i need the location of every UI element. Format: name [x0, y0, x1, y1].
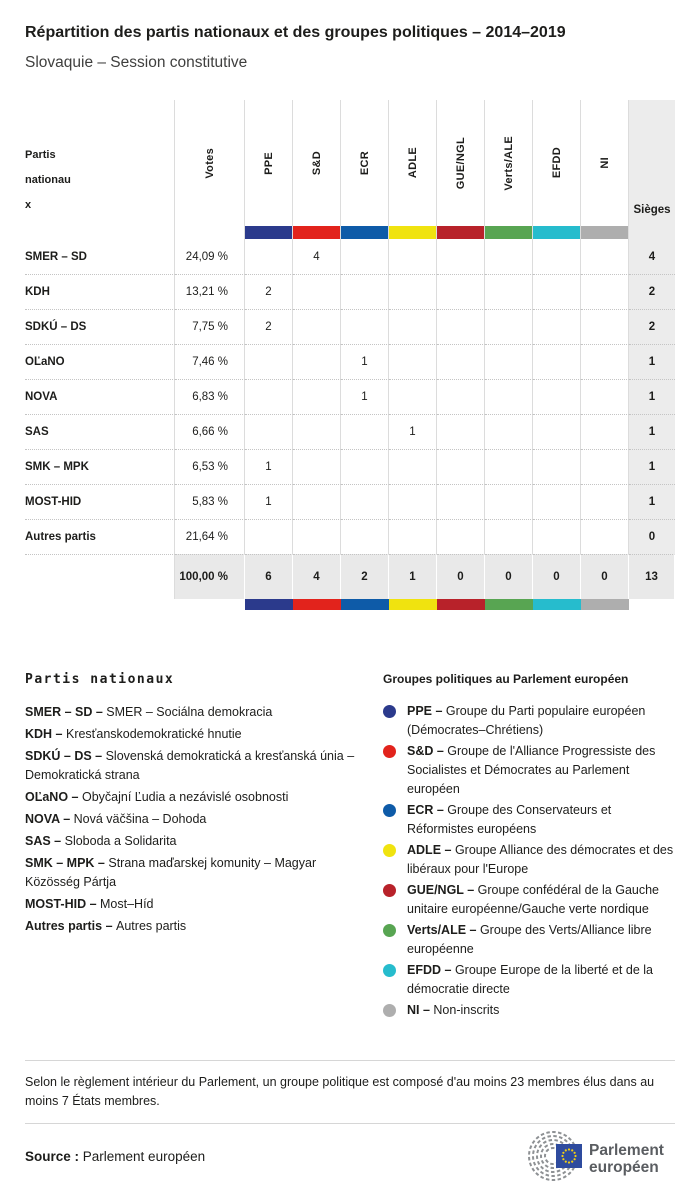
group-seat-cell [389, 379, 437, 414]
group-seat-cell [245, 344, 293, 379]
total-row-spacer [25, 554, 175, 599]
total-seats-cell: 0 [629, 519, 675, 554]
group-seat-cell [293, 484, 341, 519]
group-seat-cell [245, 519, 293, 554]
legend-item: SMK – MPK – Strana maďarskej komunity – Magyar Közösség Pártja [25, 856, 317, 889]
votes-cell: 5,83 % [175, 484, 245, 519]
group-color-dot [383, 924, 396, 937]
party-header-line: Partis [25, 149, 56, 161]
group-color-dot [383, 884, 396, 897]
group-seat-cell [581, 344, 629, 379]
group-seat-cell [293, 519, 341, 554]
party-name-cell: SDKÚ – DS [25, 309, 175, 344]
group-seat-cell [245, 379, 293, 414]
group-seat-cell [341, 449, 389, 484]
votes-cell: 6,66 % [175, 414, 245, 449]
group-seat-cell [533, 414, 581, 449]
party-name-cell: MOST-HID [25, 484, 175, 519]
total-group-cell: 4 [293, 554, 341, 599]
total-seats-cell: 1 [629, 344, 675, 379]
group-seat-cell [437, 379, 485, 414]
group-color-bar-ppe [245, 599, 293, 610]
group-column-header-guengl: GUE/NGL [437, 100, 485, 226]
party-name-cell: SMER – SD [25, 239, 175, 274]
group-seat-cell [437, 484, 485, 519]
legend-item: S&D – Groupe de l'Alliance Progressiste des Socialistes et Démocrates au Parlement européen [383, 742, 675, 799]
group-seat-cell [437, 344, 485, 379]
group-seat-cell [293, 274, 341, 309]
bar-spacer [629, 599, 675, 610]
group-seat-cell [341, 484, 389, 519]
group-color-bar-adle [389, 226, 437, 239]
grand-total-seats-cell: 13 [629, 554, 675, 599]
group-seat-cell [437, 414, 485, 449]
group-seat-cell [485, 274, 533, 309]
legend-item: SMER – SD – SMER – Sociálna demokracia [25, 705, 273, 719]
parlement-europeen-logo [523, 1130, 675, 1182]
group-seat-cell [293, 379, 341, 414]
total-group-cell: 2 [341, 554, 389, 599]
national-parties-legend-heading: Partis nationaux [25, 672, 175, 687]
bar-spacer [175, 226, 245, 239]
group-seat-cell [437, 449, 485, 484]
party-column-header [25, 100, 175, 226]
group-seat-cell [437, 309, 485, 344]
group-seat-cell [389, 344, 437, 379]
legend-item: SAS – Sloboda a Solidarita [25, 834, 177, 848]
group-seat-cell [437, 519, 485, 554]
bar-spacer-seats [629, 226, 675, 239]
group-seat-cell [293, 414, 341, 449]
group-color-bar-guengl [437, 599, 485, 610]
group-seat-cell [533, 379, 581, 414]
group-seat-cell [485, 309, 533, 344]
legend-item: OĽaNO – Obyčajní Ľudia a nezávislé osobnosti [25, 790, 289, 804]
votes-cell: 6,53 % [175, 449, 245, 484]
group-column-header-sd: S&D [293, 100, 341, 226]
group-seat-cell [293, 449, 341, 484]
party-header-line: nationau [25, 174, 71, 186]
group-seat-cell [341, 414, 389, 449]
group-seat-cell: 1 [389, 414, 437, 449]
total-votes-cell: 100,00 % [175, 554, 245, 599]
group-seat-cell [485, 379, 533, 414]
infographic-page [0, 24, 700, 1182]
seats-table [25, 100, 675, 610]
group-color-dot [383, 964, 396, 977]
group-column-header-efdd: EFDD [533, 100, 581, 226]
votes-cell: 7,46 % [175, 344, 245, 379]
group-seat-cell: 4 [293, 239, 341, 274]
legend-item: ADLE – Groupe Alliance des démocrates et des libéraux pour l'Europe [383, 841, 675, 879]
group-seat-cell [389, 274, 437, 309]
total-group-cell: 0 [533, 554, 581, 599]
group-seat-cell [581, 519, 629, 554]
group-color-dot [383, 1004, 396, 1017]
legend-item: ECR – Groupe des Conservateurs et Réformistes européens [383, 801, 675, 839]
group-seat-cell [485, 344, 533, 379]
votes-column-header: Votes [175, 100, 245, 226]
legend-item: Autres partis – Autres partis [25, 919, 187, 933]
group-color-bar-vertsale [485, 599, 533, 610]
group-seat-cell [533, 239, 581, 274]
group-color-bar-ppe [245, 226, 293, 239]
group-color-bar-adle [389, 599, 437, 610]
total-group-cell: 1 [389, 554, 437, 599]
group-seat-cell: 1 [341, 379, 389, 414]
group-color-bar-ni [581, 599, 629, 610]
bar-spacer [25, 226, 175, 239]
group-seat-cell [485, 484, 533, 519]
group-seat-cell [533, 519, 581, 554]
party-name-cell: OĽaNO [25, 344, 175, 379]
total-seats-cell: 2 [629, 309, 675, 344]
votes-cell: 21,64 % [175, 519, 245, 554]
legend-item: NI – Non-inscrits [383, 1001, 675, 1020]
divider [25, 1060, 675, 1061]
page-subtitle: Slovaquie – Session constitutive [25, 54, 248, 71]
group-column-header-ecr: ECR [341, 100, 389, 226]
group-seat-cell [341, 519, 389, 554]
group-color-bar-efdd [533, 599, 581, 610]
group-column-header-adle: ADLE [389, 100, 437, 226]
group-seat-cell [581, 379, 629, 414]
group-seat-cell [533, 449, 581, 484]
legend-item: PPE – Groupe du Parti populaire européen (Démocrates–Chrétiens) [383, 702, 675, 740]
group-seat-cell [581, 449, 629, 484]
legend-item: KDH – Kresťanskodemokratické hnutie [25, 727, 242, 741]
legend-item: MOST-HID – Most–Híd [25, 897, 154, 911]
group-seat-cell [389, 484, 437, 519]
group-color-dot [383, 844, 396, 857]
source-line [25, 1149, 205, 1164]
group-color-dot [383, 804, 396, 817]
group-seat-cell [581, 309, 629, 344]
total-group-cell: 0 [485, 554, 533, 599]
legends [25, 672, 675, 1022]
group-seat-cell [485, 239, 533, 274]
group-seat-cell [389, 309, 437, 344]
party-name-cell: SAS [25, 414, 175, 449]
group-seat-cell [533, 344, 581, 379]
group-seat-cell [581, 484, 629, 519]
party-name-cell: NOVA [25, 379, 175, 414]
group-seat-cell [485, 449, 533, 484]
party-header-line: x [25, 199, 32, 211]
group-seat-cell: 1 [245, 484, 293, 519]
footnote: Selon le règlement intérieur du Parlement, un groupe politique est composé d'au moins 23 membres élus dans au moins 7 États membres. [25, 1075, 655, 1108]
group-seat-cell [293, 309, 341, 344]
total-group-cell: 0 [437, 554, 485, 599]
source-value: Parlement européen [82, 1148, 206, 1164]
group-color-bar-ecr [341, 226, 389, 239]
group-color-bar-vertsale [485, 226, 533, 239]
source-label: Source : [25, 1148, 80, 1164]
group-seat-cell [245, 414, 293, 449]
votes-cell: 6,83 % [175, 379, 245, 414]
group-color-bar-efdd [533, 226, 581, 239]
group-seat-cell [485, 414, 533, 449]
seats-column-header: Sièges [629, 100, 675, 226]
group-color-bar-ni [581, 226, 629, 239]
footer [25, 1130, 675, 1182]
group-seat-cell [341, 274, 389, 309]
group-color-bar-sd [293, 226, 341, 239]
votes-cell: 7,75 % [175, 309, 245, 344]
page-title: Répartition des partis nationaux et des groupes politiques – 2014–2019 [25, 24, 566, 41]
national-parties-legend [25, 672, 367, 1022]
svg-text:européen: européen [589, 1159, 659, 1176]
group-seat-cell: 2 [245, 309, 293, 344]
legend-item: EFDD – Groupe Europe de la liberté et de la démocratie directe [383, 961, 675, 999]
group-color-bar-ecr [341, 599, 389, 610]
group-seat-cell [533, 484, 581, 519]
total-seats-cell: 1 [629, 484, 675, 519]
group-seat-cell [341, 309, 389, 344]
group-color-bar-guengl [437, 226, 485, 239]
group-column-header-ppe: PPE [245, 100, 293, 226]
group-seat-cell [533, 274, 581, 309]
group-seat-cell [389, 519, 437, 554]
group-seat-cell [341, 239, 389, 274]
group-column-header-vertsale: Verts/ALE [485, 100, 533, 226]
group-seat-cell [245, 239, 293, 274]
legend-item: NOVA – Nová väčšina – Dohoda [25, 812, 207, 826]
party-name-cell: SMK – MPK [25, 449, 175, 484]
eu-flag-icon [556, 1144, 582, 1168]
group-color-dot [383, 745, 396, 758]
group-seat-cell [581, 239, 629, 274]
party-name-cell: Autres partis [25, 519, 175, 554]
total-seats-cell: 1 [629, 414, 675, 449]
group-seat-cell [533, 309, 581, 344]
total-seats-cell: 4 [629, 239, 675, 274]
bar-spacer [175, 599, 245, 610]
total-group-cell: 0 [581, 554, 629, 599]
votes-cell: 13,21 % [175, 274, 245, 309]
votes-cell: 24,09 % [175, 239, 245, 274]
group-seat-cell [437, 274, 485, 309]
group-column-header-ni: NI [581, 100, 629, 226]
group-seat-cell: 2 [245, 274, 293, 309]
total-seats-cell: 1 [629, 379, 675, 414]
svg-text:Parlement: Parlement [589, 1142, 664, 1159]
total-group-cell: 6 [245, 554, 293, 599]
group-seat-cell [293, 344, 341, 379]
group-seat-cell [581, 274, 629, 309]
legend-item: Verts/ALE – Groupe des Verts/Alliance libre européenne [383, 921, 675, 959]
legend-item: SDKÚ – DS – Slovenská demokratická a kresťanská únia – Demokratická strana [25, 749, 355, 782]
group-color-bar-sd [293, 599, 341, 610]
total-seats-cell: 1 [629, 449, 675, 484]
total-seats-cell: 2 [629, 274, 675, 309]
group-seat-cell: 1 [245, 449, 293, 484]
group-seat-cell [389, 449, 437, 484]
political-groups-legend [383, 672, 675, 1022]
political-groups-legend-heading: Groupes politiques au Parlement européen [383, 672, 629, 686]
bar-spacer [25, 599, 175, 610]
divider [25, 1123, 675, 1124]
group-seat-cell: 1 [341, 344, 389, 379]
legend-item: GUE/NGL – Groupe confédéral de la Gauche unitaire européenne/Gauche verte nordique [383, 881, 675, 919]
group-seat-cell [437, 239, 485, 274]
group-seat-cell [485, 519, 533, 554]
group-seat-cell [581, 414, 629, 449]
group-color-dot [383, 705, 396, 718]
group-seat-cell [389, 239, 437, 274]
party-name-cell: KDH [25, 274, 175, 309]
